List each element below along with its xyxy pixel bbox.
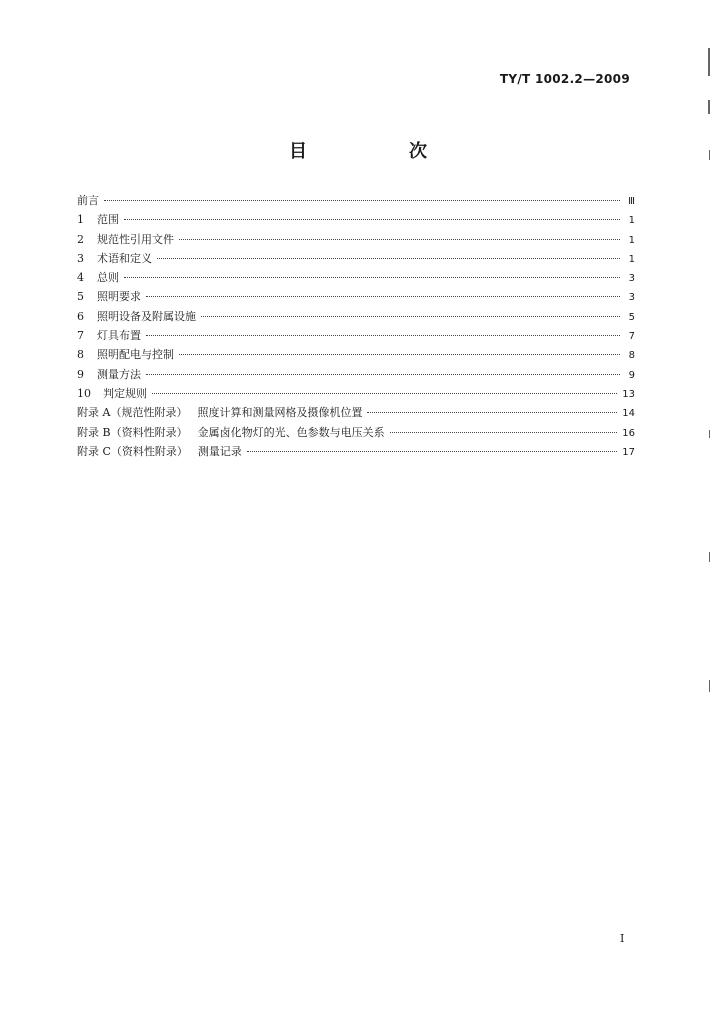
toc-entry[interactable] [77, 269, 635, 288]
toc-entry-title: 照明要求 [97, 290, 141, 304]
toc-entry[interactable] [77, 250, 635, 269]
scan-edge-mark [709, 430, 710, 438]
toc-entry[interactable] [77, 404, 635, 423]
dot-leader [124, 219, 620, 220]
toc-entry-title: 金属卤化物灯的光、色参数与电压关系 [197, 425, 385, 439]
toc-entry-number: 2 [77, 232, 84, 246]
toc-entry-number: 7 [77, 329, 84, 343]
toc-entry-page: 9 [628, 369, 635, 381]
dot-leader [367, 412, 617, 413]
toc-entry-page: 1 [628, 253, 635, 265]
toc-entry[interactable] [77, 231, 635, 250]
toc-entry-title: 照明配电与控制 [97, 348, 174, 362]
toc-entry-page: 8 [628, 350, 635, 362]
toc-entry-number: 1 [77, 213, 84, 227]
toc-entry[interactable] [77, 308, 635, 327]
toc-entry-title: 照度计算和测量网格及摄像机位置 [197, 406, 363, 420]
toc-entry-page: 1 [628, 215, 635, 227]
toc-entry-page: 17 [622, 446, 635, 458]
page-title: 目 次 [289, 141, 469, 162]
toc-entry-label [77, 288, 141, 304]
toc-entry-label [77, 366, 141, 382]
toc-entry-label [77, 269, 119, 285]
toc-entry-page: 3 [628, 273, 635, 285]
toc-entry-label [77, 424, 385, 440]
toc-entry-page: 13 [622, 388, 635, 400]
dot-leader [201, 316, 620, 317]
toc-entry-number: 3 [77, 251, 84, 265]
toc-entry-page: 14 [622, 408, 635, 420]
table-of-contents [77, 192, 635, 462]
toc-entry-label [77, 385, 147, 401]
toc-entry-number: 4 [77, 271, 84, 285]
toc-entry-title: 测量方法 [97, 367, 141, 381]
toc-entry-number: 5 [77, 290, 84, 304]
toc-entry-label [77, 327, 141, 343]
toc-entry-label [77, 443, 242, 459]
toc-entry[interactable] [77, 346, 635, 365]
toc-entry-page: 5 [628, 311, 635, 323]
dot-leader [146, 335, 620, 336]
page-number: I [620, 932, 625, 945]
toc-entry-title: 术语和定义 [97, 251, 152, 265]
dot-leader [179, 354, 620, 355]
dot-leader [146, 374, 620, 375]
dot-leader [104, 200, 620, 201]
scan-edge-mark [708, 48, 710, 76]
toc-entry-title: 照明设备及附属设施 [97, 309, 196, 323]
toc-entry[interactable] [77, 327, 635, 346]
toc-entry-number: 附录 B（资料性附录） [77, 425, 188, 439]
standard-code: TY/T 1002.2—2009 [499, 72, 630, 86]
toc-entry-title: 测量记录 [197, 444, 242, 458]
toc-entry-number: 10 [77, 386, 91, 400]
scan-edge-mark [708, 100, 710, 114]
toc-entry[interactable] [77, 443, 635, 462]
scan-edge-mark [709, 150, 710, 160]
toc-entry-page: 3 [628, 292, 635, 304]
dot-leader [146, 296, 620, 297]
toc-entry-number: 9 [77, 367, 84, 381]
toc-entry-label [77, 308, 196, 324]
toc-entry-title: 总则 [97, 271, 119, 285]
dot-leader [247, 451, 617, 452]
toc-entry-title: 判定规则 [103, 386, 147, 400]
toc-entry[interactable] [77, 192, 635, 211]
dot-leader [179, 239, 620, 240]
toc-entry[interactable] [77, 211, 635, 230]
toc-entry[interactable] [77, 366, 635, 385]
dot-leader [124, 277, 620, 278]
toc-entry-title: 规范性引用文件 [97, 232, 174, 246]
dot-leader [152, 393, 617, 394]
toc-entry-number: 6 [77, 309, 84, 323]
toc-entry-title: 范围 [97, 213, 119, 227]
toc-entry-number: 附录 C（资料性附录） [77, 444, 188, 458]
dot-leader [390, 432, 618, 433]
toc-entry-label [77, 250, 152, 266]
toc-entry-title: 灯具布置 [97, 329, 141, 343]
toc-entry[interactable] [77, 385, 635, 404]
toc-entry-page: 1 [628, 234, 635, 246]
toc-entry[interactable] [77, 424, 635, 443]
toc-entry-label [77, 211, 119, 227]
toc-entry-title: 前言 [77, 194, 99, 207]
toc-entry[interactable] [77, 288, 635, 307]
toc-entry-label [77, 231, 174, 247]
toc-entry-label [77, 346, 174, 362]
toc-entry-label [77, 404, 362, 420]
toc-entry-page: 7 [628, 331, 635, 343]
dot-leader [157, 258, 620, 259]
toc-entry-label [77, 192, 99, 208]
toc-entry-page: 16 [622, 427, 635, 439]
scan-edge-mark [709, 552, 710, 562]
toc-entry-number: 8 [77, 348, 84, 362]
toc-entry-page: Ⅲ [628, 196, 635, 207]
toc-entry-number: 附录 A（规范性附录） [77, 406, 188, 420]
scan-edge-mark [709, 680, 710, 692]
